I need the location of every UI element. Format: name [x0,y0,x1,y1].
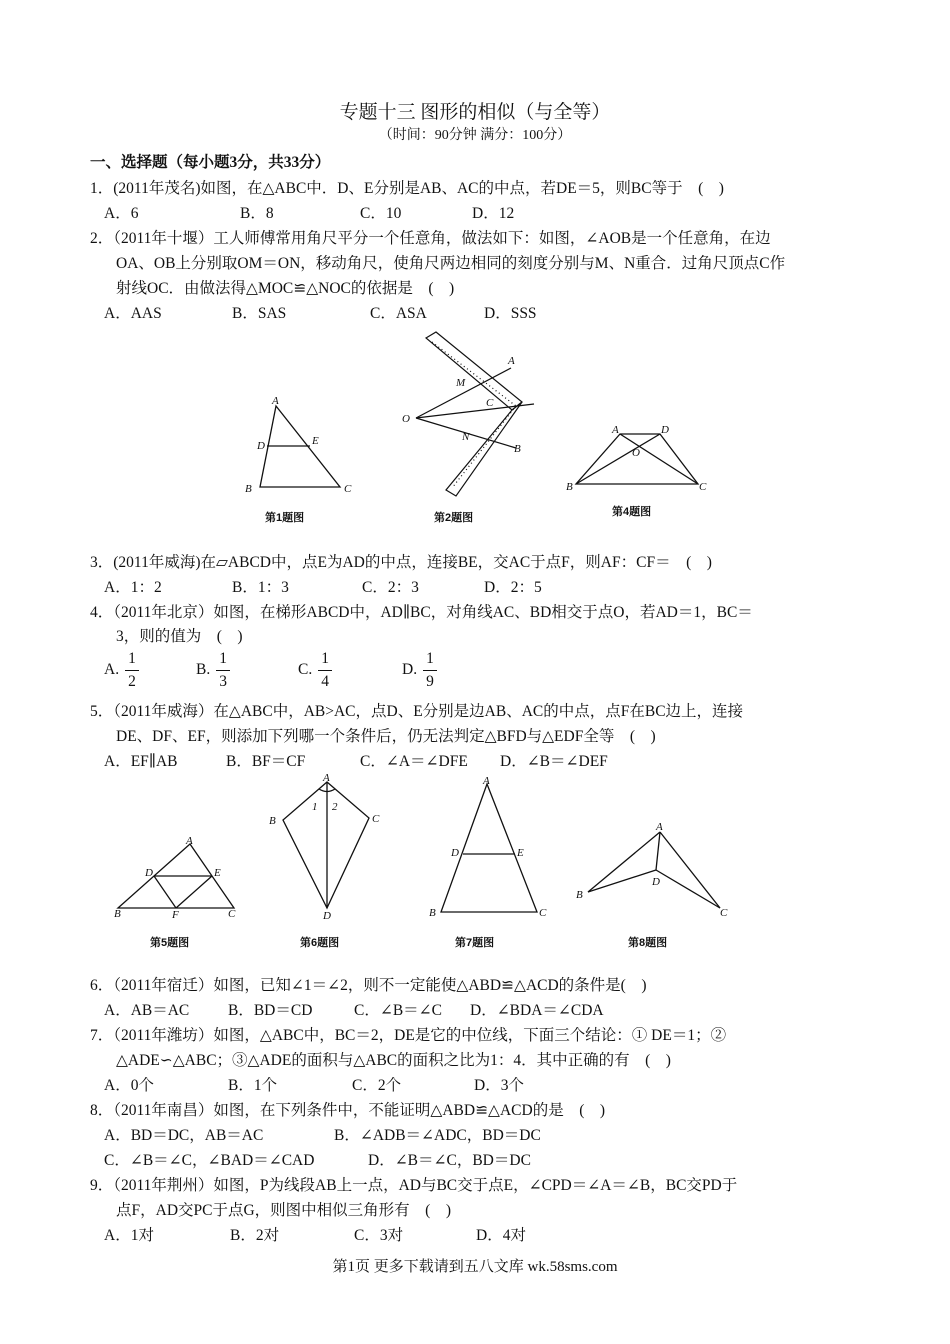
svg-text:D: D [145,867,153,879]
caption-fig-5: 第5题图 [150,937,190,949]
question-3: 3．(2011年威海)在▱ABCD中，点E为AD的中点，连接BE，交AC于点F，则AF：CF＝ ( ) [90,554,712,571]
svg-text:A: A [656,821,663,833]
q7-option-b: B．1个 [228,1077,278,1094]
question-6: 6．（2011年宿迁）如图，已知∠1＝∠2，则不一定能使△ABD≌△ACD的条件是( ) [90,977,647,994]
caption-fig-6: 第6题图 [300,937,340,949]
fraction: $\frac{1}{4}$ [318,648,332,693]
question-2-line-2: OA、OB上分别取OM＝ON，移动角尺，使角尺两边相同的刻度分别与M、N重合．过角尺顶点C作 [116,255,786,272]
question-9-line-1: 9．（2011年荆州）如图，P为线段AB上一点，AD与BC交于点E，∠CPD＝∠A＝∠B，BC交PD于 [90,1177,738,1194]
svg-text:B: B [429,907,436,919]
figure-8-triangles [570,816,735,921]
caption-fig-7: 第7题图 [455,937,495,949]
q2-option-b: B．SAS [232,305,287,322]
page-title: 专题十三 图形的相似（与全等） [339,102,611,123]
q3-option-d: D．2：5 [484,579,542,596]
caption-fig-1: 第1题图 [265,512,305,524]
svg-text:O: O [632,447,640,459]
svg-text:B: B [269,815,276,827]
q6-option-b: B．BD＝CD [228,1002,313,1019]
q9-option-a: A．1对 [104,1227,154,1244]
q5-option-d: D．∠B＝∠DEF [500,753,608,770]
figure-6-kite [265,772,390,922]
svg-text:A: A [483,776,490,787]
q2-option-a: A．AAS [104,305,162,322]
svg-text:D: D [451,847,459,859]
figure-2-angle-ruler [396,328,546,500]
question-4-line-1: 4．（2011年北京）如图，在梯形ABCD中，AD∥BC，对角线AC、BD相交于点O，若AD＝1，BC＝ [90,604,753,621]
q8-option-b: B．∠ADB＝∠ADC，BD＝DC [334,1127,541,1144]
svg-text:C: C [486,397,494,409]
svg-text:2: 2 [332,801,338,813]
svg-text:E: E [312,435,319,447]
question-9-line-2: 点F，AD交PC于点G，则图中相似三角形有 ( ) [116,1202,451,1219]
q1-option-a: A．6 [104,205,139,222]
q3-option-a: A．1：2 [104,579,162,596]
svg-text:A: A [508,355,515,367]
page-footer: 第1页 更多下载请到五八文库 wk.58sms.com [332,1259,618,1275]
fraction: $\frac{1}{2}$ [125,648,139,693]
q8-option-d: D．∠B＝∠C，BD＝DC [368,1152,531,1169]
svg-text:F: F [172,909,179,921]
question-8: 8．（2011年南昌）如图，在下列条件中，不能证明△ABD≌△ACD的是 ( ) [90,1102,606,1119]
q3-option-c: C．2：3 [362,579,419,596]
q4-option-b-label: B. [196,661,211,679]
q5-option-c: C．∠A＝∠DFE [360,753,468,770]
svg-text:M: M [456,377,466,389]
q6-option-c: C．∠B＝∠C [354,1002,442,1019]
svg-text:1: 1 [312,801,318,813]
svg-text:C: C [344,483,352,495]
q4-option-a-label: A. [104,661,120,679]
svg-text:C: C [720,907,728,919]
svg-text:D: D [323,910,331,922]
q5-option-a: A．EF∥AB [104,753,178,770]
svg-text:N: N [462,431,470,443]
q5-option-b: B．BF＝CF [226,753,306,770]
fraction: $\frac{1}{3}$ [216,648,230,693]
svg-text:B: B [576,889,583,901]
q1-option-c: C．10 [360,205,402,222]
q7-option-c: C．2个 [352,1077,402,1094]
q9-option-c: C．3对 [354,1227,404,1244]
q1-option-d: D．12 [472,205,515,222]
caption-fig-2: 第2题图 [434,512,474,524]
caption-fig-4: 第4题图 [612,506,652,518]
q7-option-d: D．3个 [474,1077,524,1094]
q8-option-c: C．∠B＝∠C，∠BAD＝∠CAD [104,1152,315,1169]
q4-option-d [402,648,437,693]
figure-4-trapezoid [562,420,712,500]
question-1: 1．(2011年茂名)如图，在△ABC中．D、E分别是AB、AC的中点，若DE＝5，则BC等于 ( ) [90,180,724,197]
q8-option-a: A．BD＝DC，AB＝AC [104,1127,264,1144]
q4-option-c-label: C. [298,661,313,679]
q4-option-a [104,648,139,693]
svg-text:C: C [372,813,380,825]
q2-option-c: C．ASA [370,305,427,322]
question-7-line-1: 7．（2011年潍坊）如图，△ABC中，BC＝2，DE是它的中位线，下面三个结论：① DE＝1；② [90,1027,727,1044]
q4-option-d-label: D. [402,661,418,679]
svg-text:B: B [514,443,521,455]
question-2-line-1: 2．（2011年十堰）工人师傅常用角尺平分一个任意角，做法如下：如图，∠AOB是一个任意角，在边 [90,230,771,247]
q9-option-b: B．2对 [230,1227,280,1244]
page-subtitle: （时间：90分钟 满分：100分） [378,128,572,143]
svg-text:O: O [402,413,410,425]
svg-text:A: A [272,395,279,407]
svg-text:C: C [228,908,236,920]
q3-option-b: B．1：3 [232,579,289,596]
svg-text:A: A [323,772,330,784]
caption-fig-8: 第8题图 [628,937,668,949]
q7-option-a: A．0个 [104,1077,154,1094]
figure-5-triangle [110,836,245,921]
svg-text:D: D [652,876,660,888]
q2-option-d: D．SSS [484,305,537,322]
question-7-line-2: △ADE∽△ABC；③△ADE的面积与△ABC的面积之比为1：4．其中正确的有 ( ) [116,1052,671,1069]
svg-text:E: E [517,847,524,859]
q6-option-a: A．AB＝AC [104,1002,190,1019]
svg-text:A: A [186,836,193,847]
question-2-line-3: 射线OC．由做法得△MOC≌△NOC的依据是 ( ) [116,280,455,297]
svg-text:E: E [214,867,221,879]
question-5-line-1: 5．（2011年威海）在△ABC中，AB>AC，点D、E分别是边AB、AC的中点，点F在BC边上，连接 [90,703,744,720]
question-4-line-2: 3，则的值为 ( ) [116,628,243,645]
section-heading: 一、选择题（每小题3分，共33分） [90,154,331,171]
q1-option-b: B．8 [240,205,274,222]
svg-text:B: B [245,483,252,495]
question-5-line-2: DE、DF、EF，则添加下列哪一个条件后，仍无法判定△BFD与△EDF全等 ( ) [116,728,656,745]
q9-option-d: D．4对 [476,1227,526,1244]
q6-option-d: D．∠BDA＝∠CDA [470,1002,604,1019]
figure-1-triangle [240,392,360,502]
fraction: $\frac{1}{9}$ [423,648,437,693]
figure-7-triangle [425,776,550,921]
svg-text:B: B [566,481,573,493]
svg-text:A: A [612,424,619,436]
q4-option-b [196,648,230,693]
svg-text:D: D [257,440,265,452]
svg-text:D: D [661,424,669,436]
svg-text:C: C [699,481,707,493]
svg-text:B: B [114,908,121,920]
q4-option-c [298,648,332,693]
svg-text:C: C [539,907,547,919]
